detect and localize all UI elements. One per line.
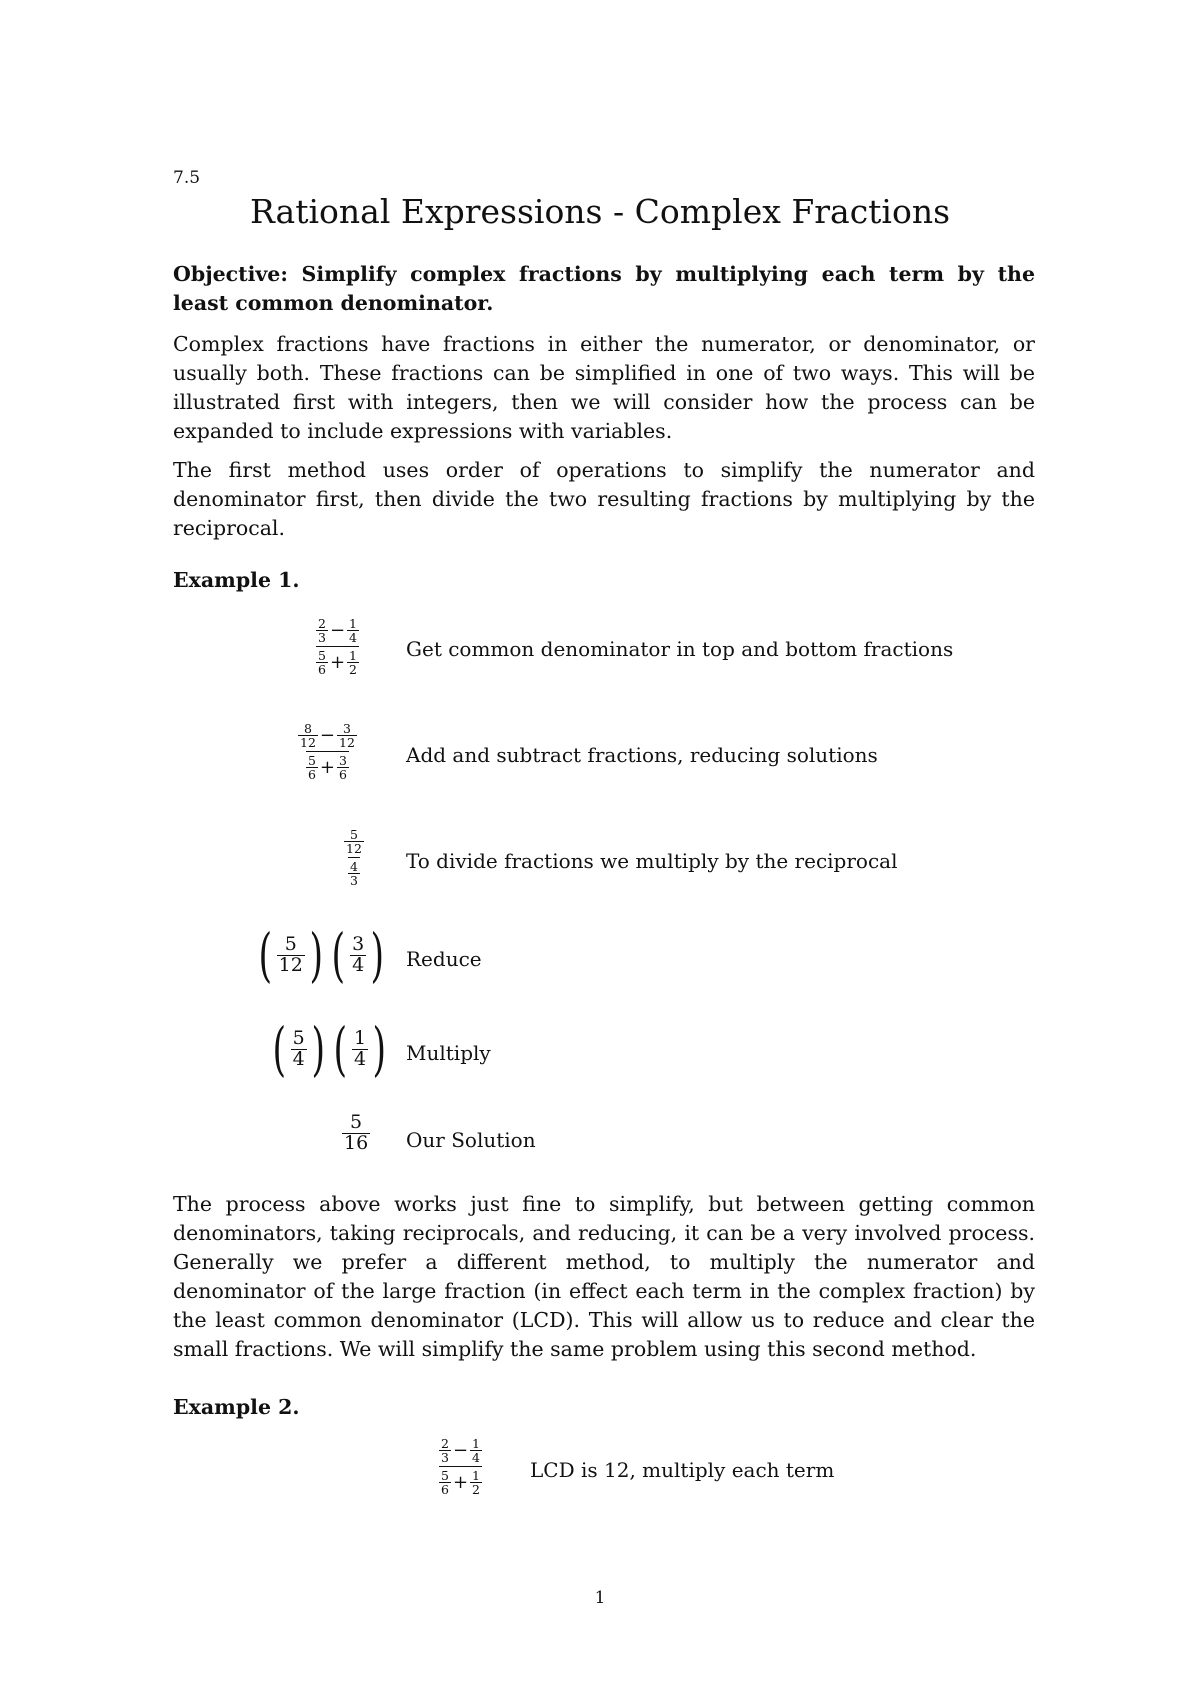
section-number: 7.5 bbox=[173, 168, 201, 188]
ex2-step1-math: $\frac{2}{3}$ − $\frac{1}{4}$ $\frac{5}{6}$ + $\frac{1}{2}$ bbox=[441, 1436, 480, 1498]
ex1-step2-note: Add and subtract fractions, reducing solutions bbox=[406, 743, 878, 767]
page-number: 1 bbox=[594, 1588, 606, 1608]
page-title: Rational Expressions - Complex Fractions bbox=[249, 192, 951, 231]
ex1-step6-note: Our Solution bbox=[406, 1128, 536, 1152]
ex1-step3-math: $\frac{5}{12}$ $\frac{4}{3}$ bbox=[346, 827, 362, 889]
ex1-step5-note: Multiply bbox=[406, 1041, 491, 1065]
objective: Objective: Simplify complex fractions by multiplying each term by the least common denominator. bbox=[173, 262, 1035, 315]
example-2-label: Example 2. bbox=[173, 1395, 300, 1419]
example-1-label: Example 1. bbox=[173, 568, 300, 592]
ex1-step4-math: ( $\frac{5}{12}$ ) ( $\frac{3}{4}$ ) bbox=[258, 921, 385, 989]
ex1-step2-math: $\frac{8}{12}$ − $\frac{3}{12}$ $\frac{5}{6}$ + $\frac{3}{6}$ bbox=[300, 721, 355, 783]
ex1-step5-math: ( $\frac{5}{4}$ ) ( $\frac{1}{4}$ ) bbox=[272, 1015, 387, 1083]
paragraph-first-method: The first method uses order of operations to simplify the numerator and denominator first, then divide the two resulting fractions by multiplying by the reciprocal. bbox=[173, 458, 1035, 540]
ex2-step1-note: LCD is 12, multiply each term bbox=[530, 1458, 835, 1482]
ex1-step6-math: $\frac{5}{16}$ bbox=[344, 1111, 369, 1154]
paragraph-second-method: The process above works just fine to simplify, but between getting common denominators, taking reciprocals, and reducing, it can be a very involved process. Generally we prefer a different method, to multiply the numerator and denominator of the large fraction (in effect each term in the complex fraction) by the least common denominator (LCD). This will allow us to reduce and clear the small fractions. We will simplify the same problem using this second method. bbox=[173, 1192, 1035, 1361]
ex1-step4-note: Reduce bbox=[406, 947, 482, 971]
paragraph-intro: Complex fractions have fractions in either the numerator, or denominator, or usually both. These fractions can be simplified in one of two ways. This will be illustrated first with integers, then we will consider how the process can be expanded to include expressions with variables. bbox=[173, 332, 1035, 443]
ex1-step3-note: To divide fractions we multiply by the reciprocal bbox=[406, 849, 898, 873]
ex1-step1-math: $\frac{2}{3}$ − $\frac{1}{4}$ $\frac{5}{6}$ + $\frac{1}{2}$ bbox=[318, 616, 357, 678]
ex1-step1-note: Get common denominator in top and bottom fractions bbox=[406, 637, 954, 661]
